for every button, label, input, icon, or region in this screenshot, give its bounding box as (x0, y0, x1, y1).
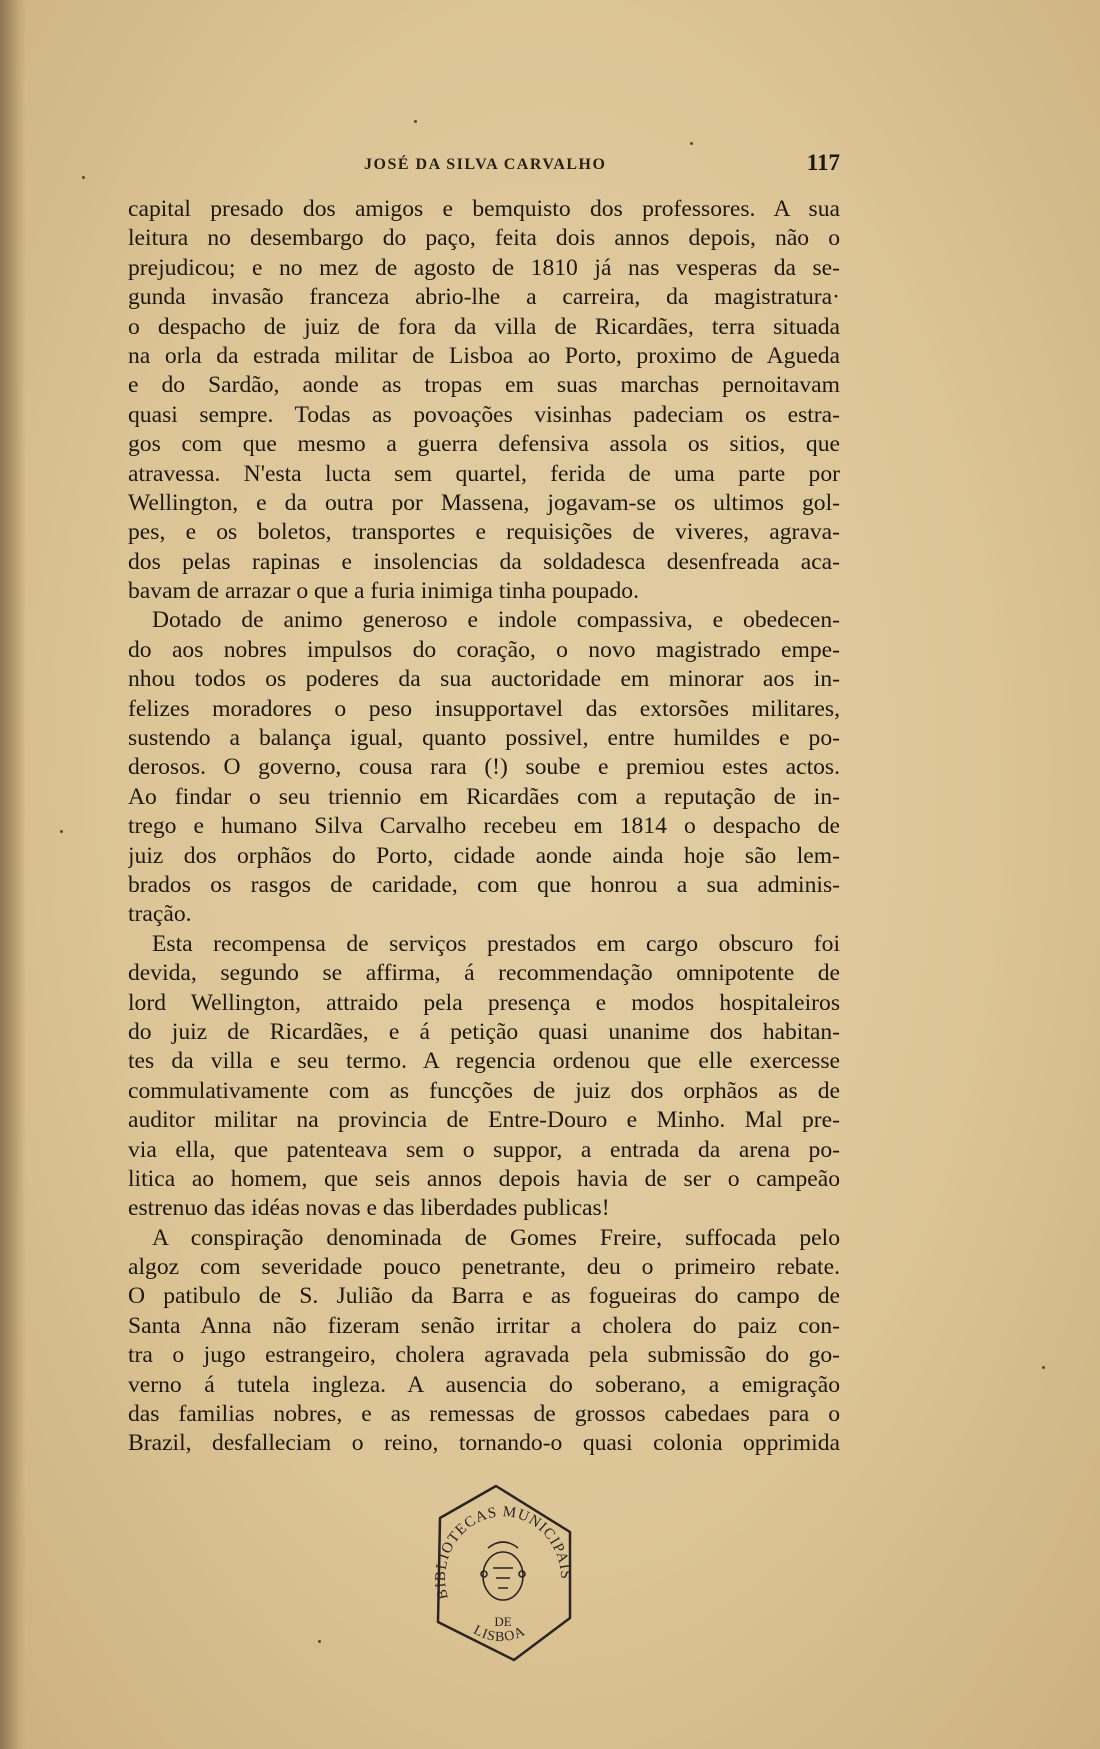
text-line: leitura no desembargo do paço, feita dois annos depois, não o (128, 225, 840, 252)
text-line: verno á tutela ingleza. A ausencia do soberano, a emigração (128, 1371, 840, 1398)
text-line: derosos. O governo, cousa rara (!) soube e premiou estes actos. (128, 754, 840, 781)
text-line: Dotado de animo generoso e indole compassiva, e obedecen- (152, 607, 840, 634)
page-number: 117 (806, 150, 840, 175)
text-line: atravessa. N'esta lucta sem quartel, ferida de uma parte por (128, 460, 840, 487)
text-line: na orla da estrada militar de Lisboa ao Porto, proximo de Agueda (128, 342, 840, 369)
text-line: tra o jugo estrangeiro, cholera agravada pela submissão do go- (128, 1342, 840, 1369)
text-line: tração. (128, 901, 192, 928)
text-line: sustendo a balança igual, quanto possivel, entre humildes e po- (128, 725, 840, 752)
text-line: das familias nobres, e as remessas de grossos cabedaes para o (128, 1401, 840, 1428)
text-line: bavam de arrazar o que a furia inimiga tinha poupado. (128, 578, 639, 605)
text-line: e do Sardão, aonde as tropas em suas marchas pernoitavam (128, 372, 840, 399)
text-line: litica ao homem, que seis annos depois havia de ser o campeão (128, 1165, 840, 1192)
page-header (128, 152, 840, 182)
text-line: nhou todos os poderes da sua auctoridade em minorar aos in- (128, 666, 840, 693)
text-line: o despacho de juiz de fora da villa de Ricardães, terra situada (128, 313, 840, 340)
text-line: do juiz de Ricardães, e á petição quasi unanime dos habitan- (128, 1018, 840, 1045)
text-line: gos com que mesmo a guerra defensiva assola os sitios, que (128, 431, 840, 458)
library-stamp (418, 1478, 588, 1668)
text-line: devida, segundo se affirma, á recommendação omnipotente de (128, 960, 840, 987)
text-line: felizes moradores o peso insupportavel das extorsões militares, (128, 695, 840, 722)
stamp-de-text: DE (494, 1614, 512, 1629)
running-head: JOSÉ DA SILVA CARVALHO (364, 156, 607, 173)
text-line: via ella, que patenteava sem o suppor, a entrada da arena po- (128, 1136, 840, 1163)
text-line: algoz com severidade pouco penetrante, deu o primeiro rebate. (128, 1254, 840, 1281)
text-line: Esta recompensa de serviços prestados em cargo obscuro foi (152, 930, 840, 957)
text-line: capital presado dos amigos e bemquisto dos professores. A sua (128, 196, 840, 222)
stamp-bottom-text: LISBOA (470, 1622, 529, 1646)
text-line: juiz dos orphãos do Porto, cidade aonde ainda hoje são lem- (128, 842, 840, 869)
text-line: Santa Anna não fizeram senão irritar a cholera do paiz con- (128, 1312, 840, 1339)
text-line: pes, e os boletos, transportes e requisições de viveres, agrava- (128, 519, 840, 546)
text-line: gunda invasão franceza abrio-lhe a carreira, da magistratura· (128, 284, 840, 311)
text-line: Brazil, desfalleciam o reino, tornando-o quasi colonia opprimida (128, 1430, 840, 1457)
stamp-crest-icon (481, 1542, 525, 1600)
text-line: dos pelas rapinas e insolencias da soldadesca desenfreada aca- (128, 548, 840, 575)
text-line: prejudicou; e no mez de agosto de 1810 já nas vesperas da se- (128, 254, 840, 281)
text-line: Wellington, e da outra por Massena, jogavam-se os ultimos gol- (128, 489, 840, 516)
text-line: tes da villa e seu termo. A regencia ordenou que elle exercesse (128, 1048, 840, 1075)
text-line: lord Wellington, attraido pela presença e modos hospitaleiros (128, 989, 840, 1016)
page-edge-shadow (0, 0, 26, 1749)
text-line: brados os rasgos de caridade, com que honrou a sua adminis- (128, 871, 840, 898)
text-line: A conspiração denominada de Gomes Freire, suffocada pelo (152, 1224, 840, 1251)
text-line: Ao findar o seu triennio em Ricardães com a reputação de in- (128, 783, 840, 810)
stamp-arc-text: BIBLIOTECAS MUNICIPAIS (432, 1504, 574, 1601)
text-line: O patibulo de S. Julião da Barra e as fogueiras do campo de (128, 1283, 840, 1310)
text-line: do aos nobres impulsos do coração, o novo magistrado empe- (128, 636, 840, 663)
text-line: estrenuo das idéas novas e das liberdades publicas! (128, 1195, 610, 1222)
text-line: commulativamente com as funcções de juiz dos orphãos as de (128, 1077, 840, 1104)
body-text (128, 195, 840, 1459)
text-line: quasi sempre. Todas as povoações visinhas padeciam os estra- (128, 401, 840, 428)
text-line: trego e humano Silva Carvalho recebeu em 1814 o despacho de (128, 813, 840, 840)
text-line: auditor militar na provincia de Entre-Douro e Minho. Mal pre- (128, 1107, 840, 1134)
